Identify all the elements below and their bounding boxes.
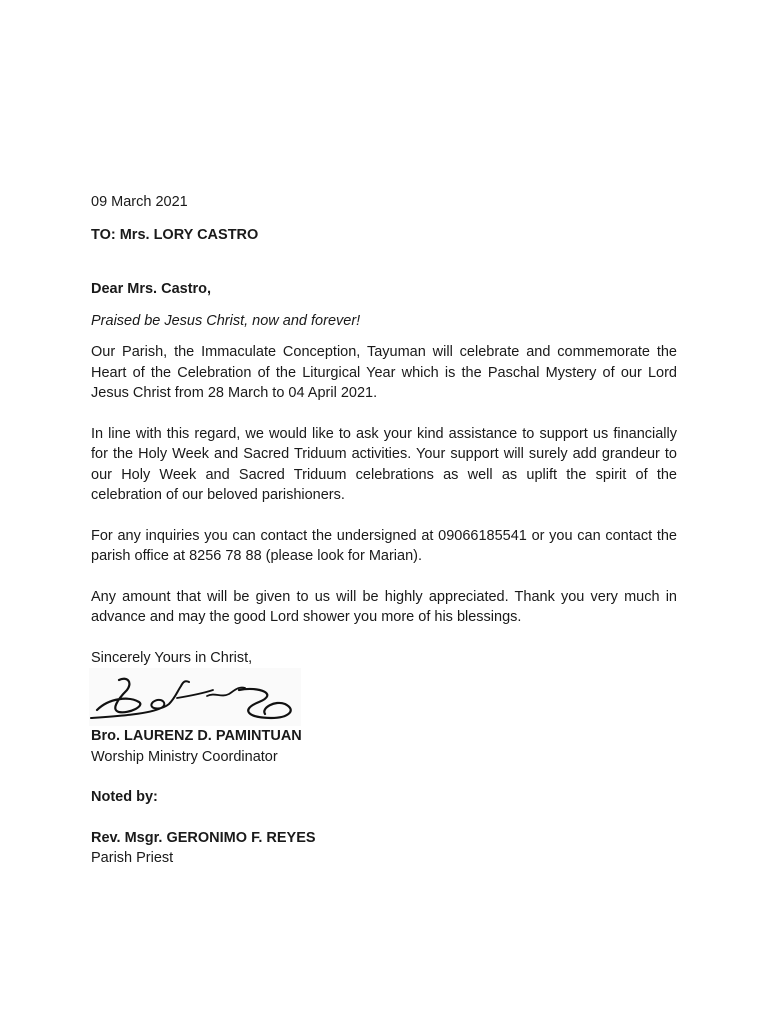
- priest-name: Rev. Msgr. GERONIMO F. REYES: [91, 829, 316, 846]
- letter-date: 09 March 2021: [91, 194, 188, 210]
- greeting: Praised be Jesus Christ, now and forever!: [91, 312, 361, 329]
- signer-name: Bro. LAURENZ D. PAMINTUAN: [91, 728, 302, 744]
- signer-role: Worship Ministry Coordinator: [91, 748, 278, 765]
- paragraph-contact: For any inquiries you can contact the undersigned at 09066185541 or you can contact the parish office at 8256 78 88 (please look for Marian).: [91, 527, 677, 564]
- paragraph-event: Our Parish, the Immaculate Conception, Tayuman will celebrate and commemorate the Heart of the Celebration of the Liturgical Year which is the Paschal Mystery of our Lord Jesus Christ from 28 March to 04 April 2021.: [91, 344, 677, 401]
- letter-body: [91, 192, 677, 869]
- recipient-line: TO: Mrs. LORY CASTRO: [91, 226, 259, 243]
- paragraph-thanks: Any amount that will be given to us will be highly appreciated. Thank you very much in advance and may the good Lord shower you more of his blessings.: [91, 588, 677, 625]
- closing: Sincerely Yours in Christ,: [91, 649, 253, 666]
- priest-role: Parish Priest: [91, 850, 174, 866]
- noted-by-label: Noted by:: [91, 789, 158, 805]
- signature-image: [89, 668, 301, 726]
- salutation: Dear Mrs. Castro,: [91, 281, 212, 297]
- paragraph-request: In line with this regard, we would like to ask your kind assistance to support us financially for the Holy Week and Sacred Triduum activities. Your support will surely add grandeur to our Holy Week and Sacred Triduum celebrations as well as uplift the spirit of the celebration of our beloved parishioners.: [91, 425, 677, 503]
